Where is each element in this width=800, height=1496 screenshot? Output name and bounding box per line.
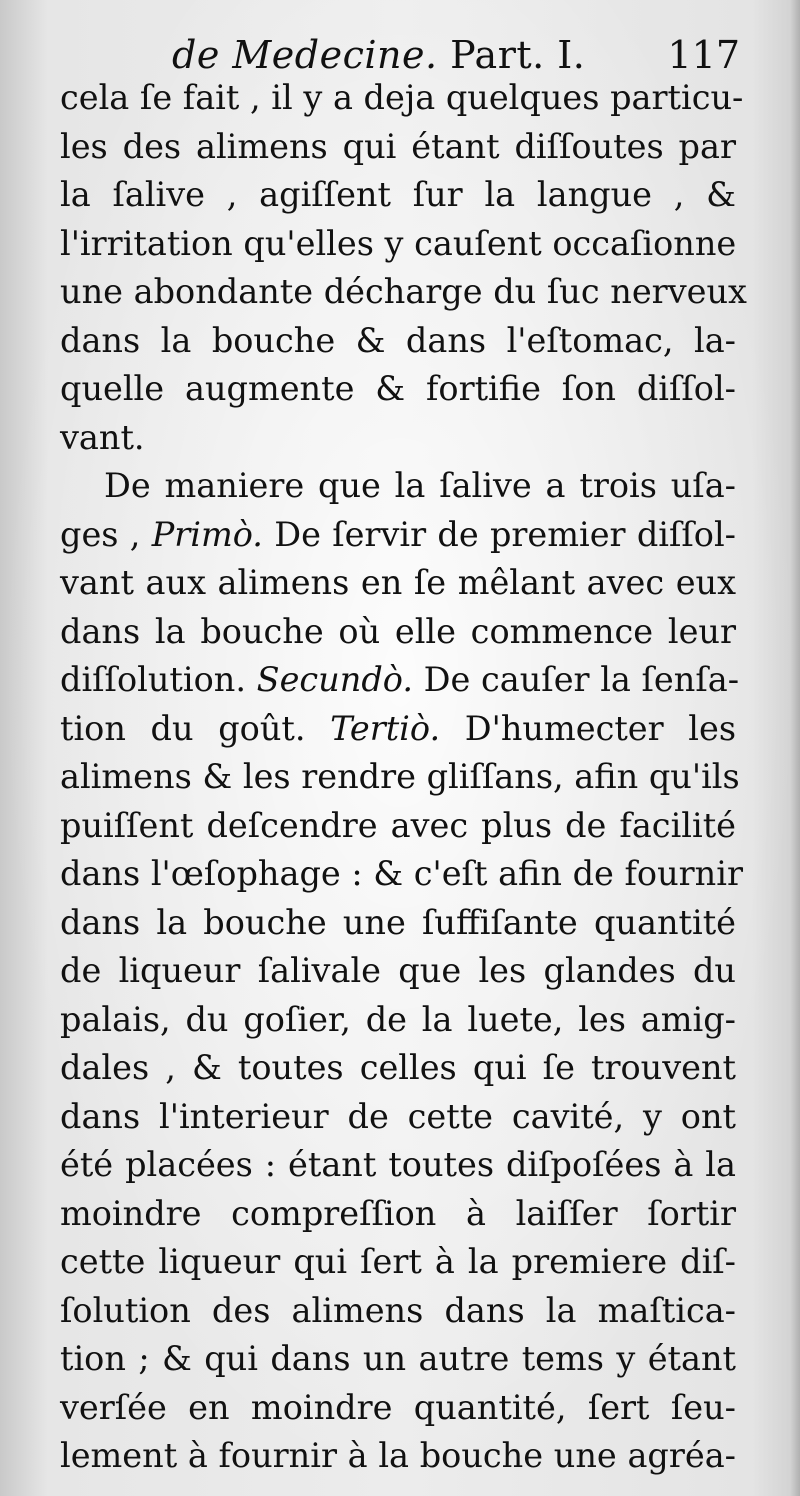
text-segment: De ſervir de premier diſſol-: [262, 514, 736, 554]
text-line: [60, 317, 736, 366]
running-head-title: de Medecine.: [172, 33, 438, 77]
text-segment: De maniere que la ſalive a trois uſa-: [104, 466, 736, 505]
text-line: [60, 802, 736, 851]
text-line: [60, 171, 736, 220]
text-line: [60, 559, 736, 608]
text-segment: une abondante décharge du ſuc nerveux: [60, 272, 747, 311]
text-line: [60, 1384, 736, 1433]
text-line: [60, 462, 736, 511]
text-line: [60, 1190, 736, 1239]
text-line: [60, 74, 744, 123]
text-segment: dales , & toutes celles qui ſe trouvent: [60, 1048, 736, 1087]
text-segment: l'irritation qu'elles y cauſent occaſionne: [60, 223, 737, 263]
text-segment: quelle augmente & fortifie ſon diſſol-: [60, 369, 736, 408]
text-segment: verſée en moindre quantité, ſert ſeu-: [60, 1387, 736, 1427]
text-segment: ges ,: [60, 514, 152, 554]
text-line: [60, 1093, 736, 1142]
text-line: [60, 414, 736, 463]
text-segment: la ſalive , agiſſent ſur la langue , &: [60, 175, 736, 214]
text-segment: tion du goût.: [60, 708, 331, 748]
text-segment: vant aux alimens en ſe mêlant avec eux: [60, 563, 736, 602]
text-segment: D'humecter les: [440, 708, 737, 748]
text-line: [60, 850, 743, 899]
italic-word: Tertiò.: [330, 708, 441, 748]
text-segment: alimens & les rendre gliſſans, afin qu'ils: [60, 757, 740, 796]
text-segment: puiſſent deſcendre avec plus de facilité: [60, 805, 736, 845]
running-head-part: Part. I.: [437, 33, 586, 77]
text-line: [60, 511, 736, 560]
text-segment: lement à fournir à la bouche une agréa-: [60, 1436, 736, 1475]
text-segment: été placées : étant toutes diſpoſées à la: [60, 1145, 736, 1184]
text-segment: moindre compreſſion à laiſſer ſortir: [60, 1193, 736, 1233]
text-line: [60, 753, 740, 802]
italic-word: Primò.: [151, 514, 263, 554]
text-line: [60, 996, 736, 1045]
text-line: [60, 268, 747, 317]
text-line: [60, 656, 740, 705]
text-line: [60, 1287, 736, 1336]
text-segment: tion ; & qui dans un autre tems y étant: [60, 1339, 736, 1378]
text-line: [60, 1432, 736, 1481]
body-text: [60, 74, 747, 1481]
text-segment: dans la bouche où elle commence leur: [60, 611, 736, 651]
text-segment: dans l'interieur de cette cavité, y ont: [60, 1096, 736, 1136]
page-header: [172, 30, 740, 80]
text-segment: dans l'œſophage : & c'eſt afin de fournir: [60, 854, 743, 893]
text-line: [60, 1141, 736, 1190]
text-segment: cette liqueur qui ſert à la premiere diſ-: [60, 1242, 736, 1281]
text-line: [60, 1335, 736, 1384]
text-line: [60, 1238, 736, 1287]
text-line: [60, 608, 736, 657]
page-edge-shadow: [790, 0, 800, 1496]
text-segment: les des alimens qui étant diſſoutes par: [60, 126, 736, 166]
running-head: [172, 30, 585, 80]
text-line: [60, 123, 736, 172]
text-line: [60, 220, 736, 269]
text-line: [60, 365, 736, 414]
italic-word: Secundò.: [256, 660, 414, 699]
text-line: [60, 947, 736, 996]
text-segment: cela ſe fait , il y a deja quelques particu-: [60, 78, 744, 117]
text-segment: vant.: [60, 417, 145, 457]
page-number: 117: [667, 33, 740, 77]
text-segment: de liqueur ſalivale que les glandes du: [60, 951, 736, 990]
text-segment: dans la bouche & dans l'eſtomac, la-: [60, 320, 736, 360]
text-segment: De cauſer la ſenſa-: [413, 660, 740, 699]
text-segment: ſolution des alimens dans la maſtica-: [60, 1290, 736, 1330]
text-line: [60, 705, 736, 754]
text-segment: dans la bouche une ſuffiſante quantité: [60, 902, 736, 942]
text-line: [60, 1044, 736, 1093]
text-line: [60, 899, 736, 948]
text-segment: palais, du goſier, de la luete, les amig-: [60, 999, 736, 1039]
text-segment: diſſolution.: [60, 660, 257, 699]
